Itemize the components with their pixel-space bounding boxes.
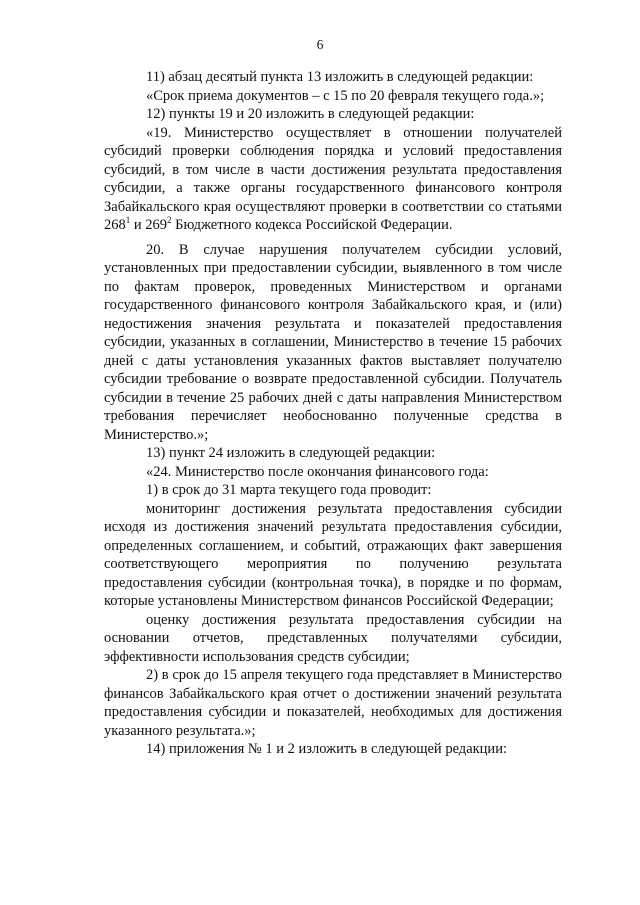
paragraph-clause-19	[104, 124, 562, 235]
article-superscript-2: 2	[167, 215, 172, 225]
document-body	[104, 68, 562, 759]
clause-19-text-a: «19. Министерство осуществляет в отношении получателей субсидий проверки соблюдения порядка и условий предоставления субсидий, в том числе в части достижения результата предоставления субсидии, а также органы государственного финансового контроля Забайкальского края осуществляют проверки в соответствии со статьями 268	[104, 124, 562, 233]
page-number: 6	[316, 37, 324, 52]
paragraph-clause-20: 20. В случае нарушения получателем субсидии условий, установленных при предоставлении субсидии, выявленного в том числе по фактам проверок, проведенных Министерством и органами государственного финансового контроля Забайкальского края, и (или) недостижения значения результата и показателей предоставления субсидии, указанных в соглашении, Министерство в течение 15 рабочих дней с даты установления указанных фактов выставляет получателю субсидии требование о возврате предоставленной субсидии. Получатель субсидии в течение 25 рабочих дней с даты направления Министерством требования перечисляет необоснованно полученные средства в Министерство.»;	[104, 241, 562, 443]
paragraph-amendment-11: 11) абзац десятый пункта 13 изложить в следующей редакции:	[146, 69, 534, 85]
paragraph-amendment-12: 12) пункты 19 и 20 изложить в следующей редакции:	[146, 106, 475, 122]
clause-19-text-c: Бюджетного кодекса Российской Федерации.	[171, 217, 453, 233]
paragraph-evaluation: оценку достижения результата предоставления субсидии на основании отчетов, представленных получателями субсидии, эффективности использования средств субсидии;	[104, 611, 562, 665]
paragraph-amendment-13: 13) пункт 24 изложить в следующей редакции:	[146, 445, 436, 461]
clause-19-text-b: и 269	[130, 217, 168, 233]
paragraph-monitoring: мониторинг достижения результата предоставления субсидии исходя из достижения значений результата предоставления субсидии, определенных соглашением, и событий, отражающих факт завершения соответствующего мероприятия по получению результата предоставления субсидии (контрольная точка), в порядке и по формам, которые установлены Министерством финансов Российской Федерации;	[104, 500, 562, 609]
paragraph-deadline-quote: «Срок приема документов – с 15 по 20 февраля текущего года.»;	[146, 87, 545, 104]
paragraph-clause-24: «24. Министерство после окончания финансового года:	[146, 463, 489, 480]
article-superscript-1: 1	[125, 215, 131, 225]
paragraph-item-1: 1) в срок до 31 марта текущего года проводит:	[146, 482, 432, 498]
paragraph-amendment-14: 14) приложения № 1 и 2 изложить в следующей редакции:	[146, 741, 507, 757]
paragraph-item-2: 2) в срок до 15 апреля текущего года представляет в Министерство финансов Забайкальского края отчет о достижении значений результата предоставления субсидии и показателей, необходимых для достижения указанного результата.»;	[104, 667, 562, 739]
